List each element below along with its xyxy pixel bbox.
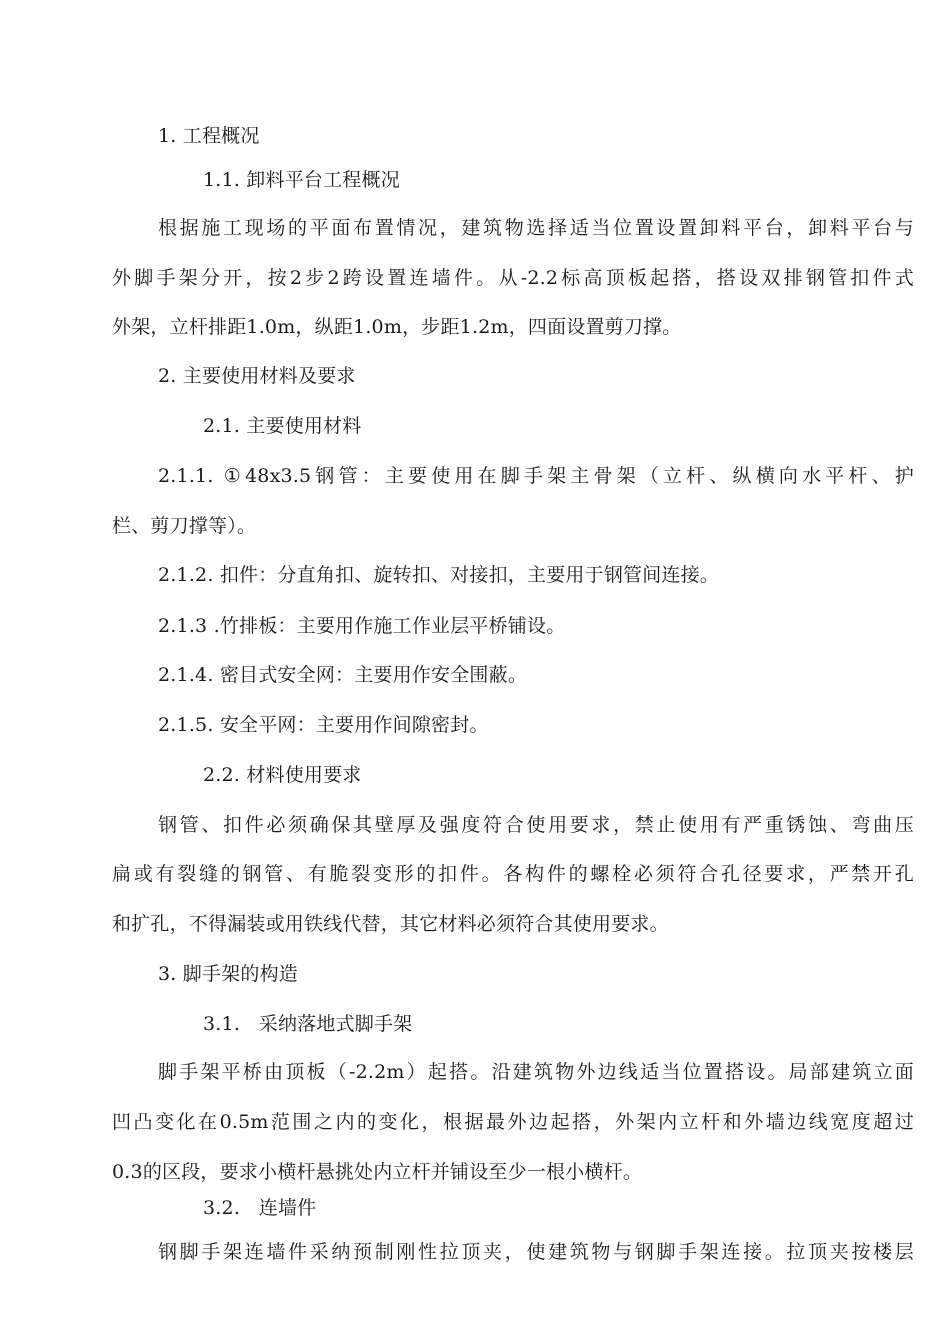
paragraph-line: 2.1.1. ①48x3.5钢管：主要使用在脚手架主骨架（立杆、纵横向水平杆、护 [158,465,914,487]
list-item-2-1-4: 2.1.4. 密目式安全网：主要用作安全围蔽。 [158,664,528,686]
paragraph-line: 0.3的区段，要求小横杆悬挑处内立杆并铺设至少一根小横杆。 [112,1161,643,1183]
heading-2: 2. 主要使用材料及要求 [158,365,356,387]
paragraph-line: 栏、剪刀撑等）。 [112,515,257,537]
paragraph-line: 扁或有裂缝的钢管、有脆裂变形的扣件。各构件的螺栓必须符合孔径要求，严禁开孔 [112,863,914,885]
paragraph-line: 外架，立杆排距1.0m，纵距1.0m，步距1.2m，四面设置剪刀撑。 [112,316,682,338]
list-item-2-1-3: 2.1.3 .竹排板：主要用作施工作业层平桥铺设。 [158,615,566,637]
heading-1: 1. 工程概况 [158,125,260,147]
heading-2-1: 2.1. 主要使用材料 [203,415,362,437]
paragraph-line: 和扩孔，不得漏装或用铁线代替，其它材料必须符合其使用要求。 [112,913,669,935]
heading-2-2: 2.2. 材料使用要求 [203,764,362,786]
list-item-2-1-5: 2.1.5. 安全平网：主要用作间隙密封。 [158,714,489,736]
heading-1-1: 1.1. 卸料平台工程概况 [203,169,400,191]
heading-3: 3. 脚手架的构造 [158,963,298,985]
paragraph-line: 钢管、扣件必须确保其壁厚及强度符合使用要求，禁止使用有严重锈蚀、弯曲压 [158,814,914,836]
list-item-2-1-2: 2.1.2. 扣件：分直角扣、旋转扣、对接扣，主要用于钢管间连接。 [158,564,720,586]
paragraph-line: 钢脚手架连墙件采纳预制刚性拉顶夹，使建筑物与钢脚手架连接。拉顶夹按楼层 [158,1241,914,1263]
paragraph-line: 外脚手架分开，按2步2跨设置连墙件。从-2.2标高顶板起搭，搭设双排钢管扣件式 [112,267,914,289]
paragraph-line: 脚手架平桥由顶板（-2.2m）起搭。沿建筑物外边线适当位置搭设。局部建筑立面 [158,1061,914,1083]
heading-3-2: 3.2. 连墙件 [203,1197,317,1219]
heading-3-1: 3.1. 采纳落地式脚手架 [203,1013,413,1035]
paragraph-line: 凹凸变化在0.5m范围之内的变化，根据最外边起搭，外架内立杆和外墙边线宽度超过 [112,1111,914,1133]
paragraph-line: 根据施工现场的平面布置情况，建筑物选择适当位置设置卸料平台，卸料平台与 [158,217,914,239]
